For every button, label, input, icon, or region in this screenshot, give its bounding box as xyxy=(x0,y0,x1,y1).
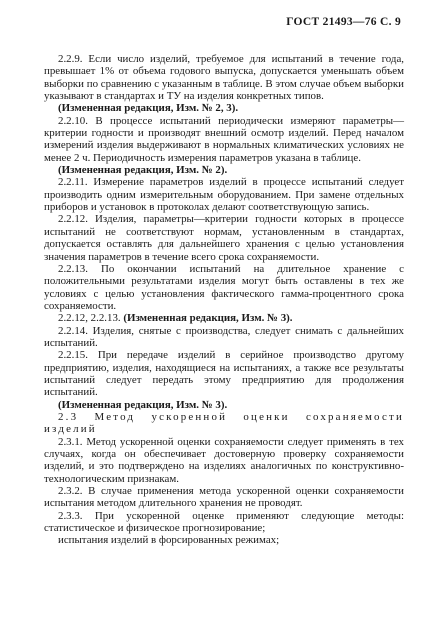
paragraph-2-2-12: 2.2.12. Изделия, параметры—критерии годности которых в процессе испытаний не соответствуют нормам, установленным в стандартах, допускается оставлять для дальнейшего хранения с целью установления значения параметров в течение всего срока сохраняемости. xyxy=(44,213,404,263)
paragraph-2-2-13: 2.2.13. По окончании испытаний на длительное хранение с положительными результатами изделия могут быть оставлены в тех же условиях с целью установления фактического гамма-процентного срока сохраняемости. xyxy=(44,262,404,312)
paragraph-2-2-15: 2.2.15. При передаче изделий в серийное производство другому предприятию, изделия, находящиеся на испытаниях, а также все результаты испытаний следует передать этому предприятию для продолжения испытаний. xyxy=(44,349,404,399)
paragraph-2-2-11: 2.2.11. Измерение параметров изделий в процессе испытаний следует производить одним измерительным оборудованием. При замене отдельных приборов и установок в протоколах делают соответствующую запись. xyxy=(44,176,404,214)
paragraph-2-2-10: 2.2.10. В процессе испытаний периодически измеряют параметры—критерии годности и производят внешний осмотр изделий. Перед началом измерений изделия выдерживают в нормальных климатических условиях не менее 2 ч. Периодичность измерения параметров указана в таблице. xyxy=(44,114,404,164)
paragraph-2-2-14: 2.2.14. Изделия, снятые с производства, следует снимать с дальнейших испытаний. xyxy=(44,324,404,349)
paragraph-2-3-2: 2.3.2. В случае применения метода ускоренной оценки сохраняемости испытания методом длительного хранения не проводят. xyxy=(44,485,404,510)
document-body xyxy=(44,53,404,547)
amendment-note: (Измененная редакция, Изм. № 2). xyxy=(58,164,228,177)
paragraph-2-3-1: 2.3.1. Метод ускоренной оценки сохраняемости следует применять в тех случаях, когда он обеспечивает достоверную проверку сохраняемости изделий, и это подтверждено на изделиях аналогичных по конструктивно-технологическим признакам. xyxy=(44,435,404,485)
paragraph-2-2-9: 2.2.9. Если число изделий, требуемое для испытаний в течение года, превышает 1% от объема годового выпуска, допускается уменьшать объем выборки по сравнению с указанным в таблице. В этом случае объем выборки указывают в стандартах и ТУ на изделия конкретных типов. xyxy=(44,53,404,103)
page-header: ГОСТ 21493—76 С. 9 xyxy=(286,16,401,28)
amendment-note-lead: 2.2.12, 2.2.13. xyxy=(58,312,124,325)
amendment-note: (Измененная редакция, Изм. № 3). xyxy=(58,398,228,411)
section-heading-2-3: 2.3 Метод ускоренной оценки сохраняемости изделий xyxy=(44,410,404,436)
paragraph-2-3-3: 2.3.3. При ускоренной оценке применяют следующие методы: статистическое и физическое прогнозирование; xyxy=(44,509,404,535)
amendment-note-bold: (Измененная редакция, Изм. № 3). xyxy=(123,312,293,325)
amendment-note-2-2-12-13 xyxy=(44,312,404,324)
amendment-note: (Измененная редакция, Изм. № 2, 3). xyxy=(58,102,239,115)
list-item-forced-modes: испытания изделий в форсированных режимах; xyxy=(58,534,280,547)
